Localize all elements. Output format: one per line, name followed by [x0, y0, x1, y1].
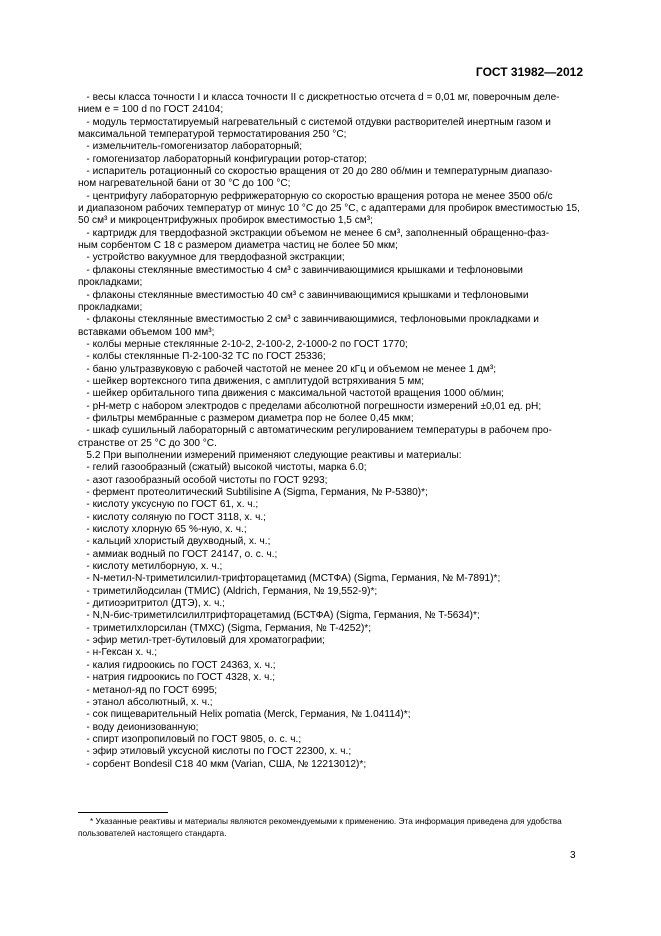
text-line: вставками объемом 100 мм³; — [78, 326, 215, 338]
text-line: - натрия гидроокись по ГОСТ 4328, х. ч.; — [78, 672, 276, 684]
text-line: - флаконы стеклянные вместимостью 40 см³ с завинчивающимися крышками и тефлоновыми — [78, 289, 529, 301]
text-line: нием e = 100 d по ГОСТ 24104; — [78, 104, 224, 116]
text-line: - N,N-бис-триметилсилилтрифторацетамид (БСТФА) (Sigma, Германия, № T-5634)*; — [78, 610, 480, 622]
text-line: - центрифугу лабораторную рефрижераторную со скоростью вращения ротора не менее 3500 об/с — [78, 190, 553, 202]
document-header: ГОСТ 31982—2012 — [475, 65, 583, 79]
text-line: - фермент протеолитический Subtilisine A (Sigma, Германия, № P-5380)*; — [78, 487, 428, 498]
text-line: - н-Гексан х. ч.; — [78, 647, 158, 659]
text-line: - кислоту метилборную, х. ч.; — [78, 561, 223, 573]
text-line: 5.2 При выполнении измерений применяют следующие реактивы и материалы: — [78, 449, 462, 461]
text-line: - устройство вакуумное для твердофазной экстракции; — [78, 252, 345, 264]
text-line: - шкаф сушильный лабораторный с автоматическим регулированием температуры в рабочем про- — [78, 425, 552, 437]
text-line: и диапазоном рабочих температур от минус 10 °С до 25 °С, с адаптерами для пробирок вместимостью 15, — [78, 203, 580, 215]
text-line: - эфир метил-трет-бутиловый для хроматографии; — [78, 635, 325, 647]
text-line: - сок пищеварительный Helix pomatia (Merck, Германия, № 1.04114)*; — [78, 709, 411, 721]
text-line: - этанол абсолютный, х. ч.; — [78, 696, 213, 708]
text-line: - фильтры мембранные с размером диаметра пор не более 0,45 мкм; — [78, 412, 414, 424]
text-line: - гомогенизатор лабораторный конфигурации ротор-статор; — [78, 153, 367, 165]
text-line: - кислоту хлорную 65 %-ную, х. ч.; — [78, 524, 247, 536]
text-line: 50 см³ и микроцентрифужных пробирок вместимостью 1,5 см³; — [78, 215, 373, 227]
text-line: - дитиоэритритол (ДТЭ), х. ч.; — [78, 598, 225, 610]
document-body — [78, 92, 581, 771]
footnote: * Указанные реактивы и материалы являются рекомендуемыми к применению. Эта информация приведена для удобства пользователей настоящего стандарта. — [78, 816, 562, 838]
text-line: - баню ультразвуковую с рабочей частотой не менее 20 кГц и объемом не менее 1 дм³; — [78, 363, 497, 375]
text-line: - гелий газообразный (сжатый) высокой чистоты, марка 6.0; — [78, 462, 367, 474]
text-line: - флаконы стеклянные вместимостью 2 см³ с завинчивающимися, тефлоновыми прокладками и — [78, 314, 539, 326]
text-line: - аммиак водный по ГОСТ 24147, о. с. ч.; — [78, 548, 278, 560]
text-line: - весы класса точности I и класса точности II с дискретностью отсчета d = 0,01 мг, поверочным деле- — [78, 92, 560, 103]
text-line: - метанол-яд по ГОСТ 6995; — [78, 684, 218, 696]
text-line: - кислоту уксусную по ГОСТ 61, х. ч.; — [78, 499, 259, 511]
footnote-divider — [78, 812, 168, 813]
text-line: - измельчитель-гомогенизатор лабораторный; — [78, 141, 303, 153]
text-line: - N-метил-N-триметилсилил-трифторацетамид (МСТФА) (Sigma, Германия, № М-7891)*; — [78, 573, 501, 585]
text-line: максимальной температурой термостатирования 250 °С; — [78, 129, 347, 141]
text-line: - колбы стеклянные П-2-100-32 ТС по ГОСТ 25336; — [78, 351, 326, 363]
text-line: - триметилйодсилан (ТМИС) (Aldrich, Германия, № 19,552-9)*; — [78, 585, 378, 597]
text-line: - колбы мерные стеклянные 2-10-2, 2-100-2, 2-1000-2 по ГОСТ 1770; — [78, 338, 408, 350]
text-line: - шейкер орбитального типа движения с максимальной частотой вращения 1000 об/мин; — [78, 388, 504, 400]
text-line: прокладками; — [78, 301, 143, 313]
text-line: - сорбент Bondesil C18 40 мкм (Varian, США, № 12213012)*; — [78, 758, 367, 770]
text-line: ным сорбентом С 18 с размером диаметра частиц не более 50 мкм; — [78, 240, 398, 252]
text-line: - воду деионизованную; — [78, 721, 199, 733]
text-line: - шейкер вортексного типа движения, с амплитудой встряхивания 5 мм; — [78, 375, 425, 387]
text-line: странстве от 25 °С до 300 °С. — [78, 437, 217, 449]
text-line: - эфир этиловый уксусной кислоты по ГОСТ 22300, х. ч.; — [78, 746, 352, 758]
text-line: - калия гидроокись по ГОСТ 24363, х. ч.; — [78, 659, 276, 671]
text-line: прокладками; — [78, 277, 143, 289]
text-line: - флаконы стеклянные вместимостью 4 см³ с завинчивающимися крышками и тефлоновыми — [78, 264, 523, 276]
text-line: - испаритель ротационный со скоростью вращения от 20 до 280 об/мин и температурным диапазо- — [78, 166, 553, 178]
text-line: - спирт изопропиловый по ГОСТ 9805, о. с. ч.; — [78, 733, 302, 745]
text-line: ном нагревательной бани от 30 °С до 100 °С; — [78, 178, 291, 190]
text-line: - рН-метр с набором электродов с пределами абсолютной погрешности измерений ±0,01 ед. рН; — [78, 400, 542, 412]
text-line: - картридж для твердофазной экстракции объемом не менее 6 см³, заполненный обращенно-фаз- — [78, 227, 550, 239]
text-line: - модуль термостатируемый нагревательный с системой отдувки растворителей инертным газом и — [78, 116, 551, 128]
text-line: - азот газообразный особой чистоты по ГОСТ 9293; — [78, 474, 328, 486]
page-number: 3 — [570, 850, 576, 861]
text-line: - триметилхлорсилан (ТМХС) (Sigma, Германия, № T-4252)*; — [78, 622, 372, 634]
text-line: - кислоту соляную по ГОСТ 3118, х. ч.; — [78, 511, 266, 523]
text-line: - кальций хлористый двухводный, х. ч.; — [78, 536, 271, 548]
